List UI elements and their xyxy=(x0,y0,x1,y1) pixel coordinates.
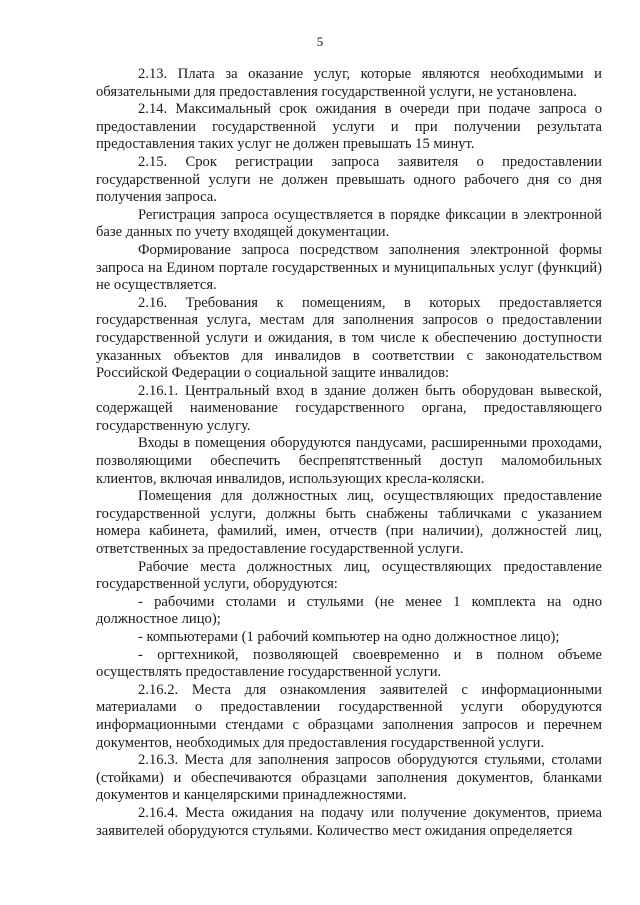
paragraph-2-16-2: 2.16.2. Места для ознакомления заявителей с информационными материалами о предоставлении государственной услуги оборудуются информационными стендами с образцами заполнения запросов и перечнем документов, необходимых для предоставления государственной услуги. xyxy=(96,681,602,751)
paragraph-electronic-form: Формирование запроса посредством заполнения электронной формы запроса на Едином портале государственных и муниципальных услуг (функций) не осуществляется. xyxy=(96,241,602,294)
paragraph-2-15: 2.15. Срок регистрации запроса заявителя о предоставлении государственной услуги не должен превышать одного рабочего дня со дня получения запроса. xyxy=(96,153,602,206)
document-body xyxy=(96,66,602,840)
paragraph-2-13: 2.13. Плата за оказание услуг, которые являются необходимыми и обязательными для предоставления государственной услуги, не установлена. xyxy=(96,66,602,100)
list-item-computers: - компьютерами (1 рабочий компьютер на одно должностное лицо); xyxy=(138,629,560,645)
paragraph-workplaces: Рабочие места должностных лиц, осуществляющих предоставление государственной услуги, оборудуются: xyxy=(96,558,602,593)
paragraph-2-14: 2.14. Максимальный срок ожидания в очереди при подаче запроса о предоставлении государственной услуги и при получении результата предоставления таких услуг не должен превышать 15 минут. xyxy=(96,101,602,153)
paragraph-2-16-4: 2.16.4. Места ожидания на подачу или получение документов, приема заявителей оборудуются стульями. Количество мест ожидания определяется xyxy=(96,804,602,839)
paragraph-entrances: Входы в помещения оборудуются пандусами, расширенными проходами, позволяющими обеспечить беспрепятственный доступ маломобильных клиентов, включая инвалидов, использующих кресла-коляски. xyxy=(96,435,602,487)
paragraph-2-16-1: 2.16.1. Центральный вход в здание должен быть оборудован вывеской, содержащей наименование государственного органа, предоставляющего государственную услугу. xyxy=(96,382,602,434)
list-item-desks: - рабочими столами и стульями (не менее 1 комплекта на одно должностное лицо); xyxy=(96,593,602,628)
paragraph-2-16-3: 2.16.3. Места для заполнения запросов оборудуются стульями, столами (стойками) и обеспечиваются образцами заполнения документов, бланками документов и канцелярскими принадлежностями. xyxy=(96,752,602,804)
list-item-office-equipment: - оргтехникой, позволяющей своевременно и в полном объеме осуществлять предоставление государственной услуги. xyxy=(96,646,602,681)
paragraph-registration: Регистрация запроса осуществляется в порядке фиксации в электронной базе данных по учету входящей документации. xyxy=(96,206,602,241)
paragraph-2-16: 2.16. Требования к помещениям, в которых предоставляется государственная услуга, местам для заполнения запросов о предоставлении государственной услуги и ожидания, в том числе к обеспечению доступности указанных объектов для инвалидов в соответствии с законодательством Российской Федерации о социальной защите инвалидов: xyxy=(96,294,602,382)
paragraph-premises: Помещения для должностных лиц, осуществляющих предоставление государственной услуги, должны быть снабжены табличками с указанием номера кабинета, фамилий, имен, отчеств (при наличии), должностей лиц, ответственных за предоставление государственной услуги. xyxy=(96,488,602,558)
page-number: 5 xyxy=(316,34,324,49)
